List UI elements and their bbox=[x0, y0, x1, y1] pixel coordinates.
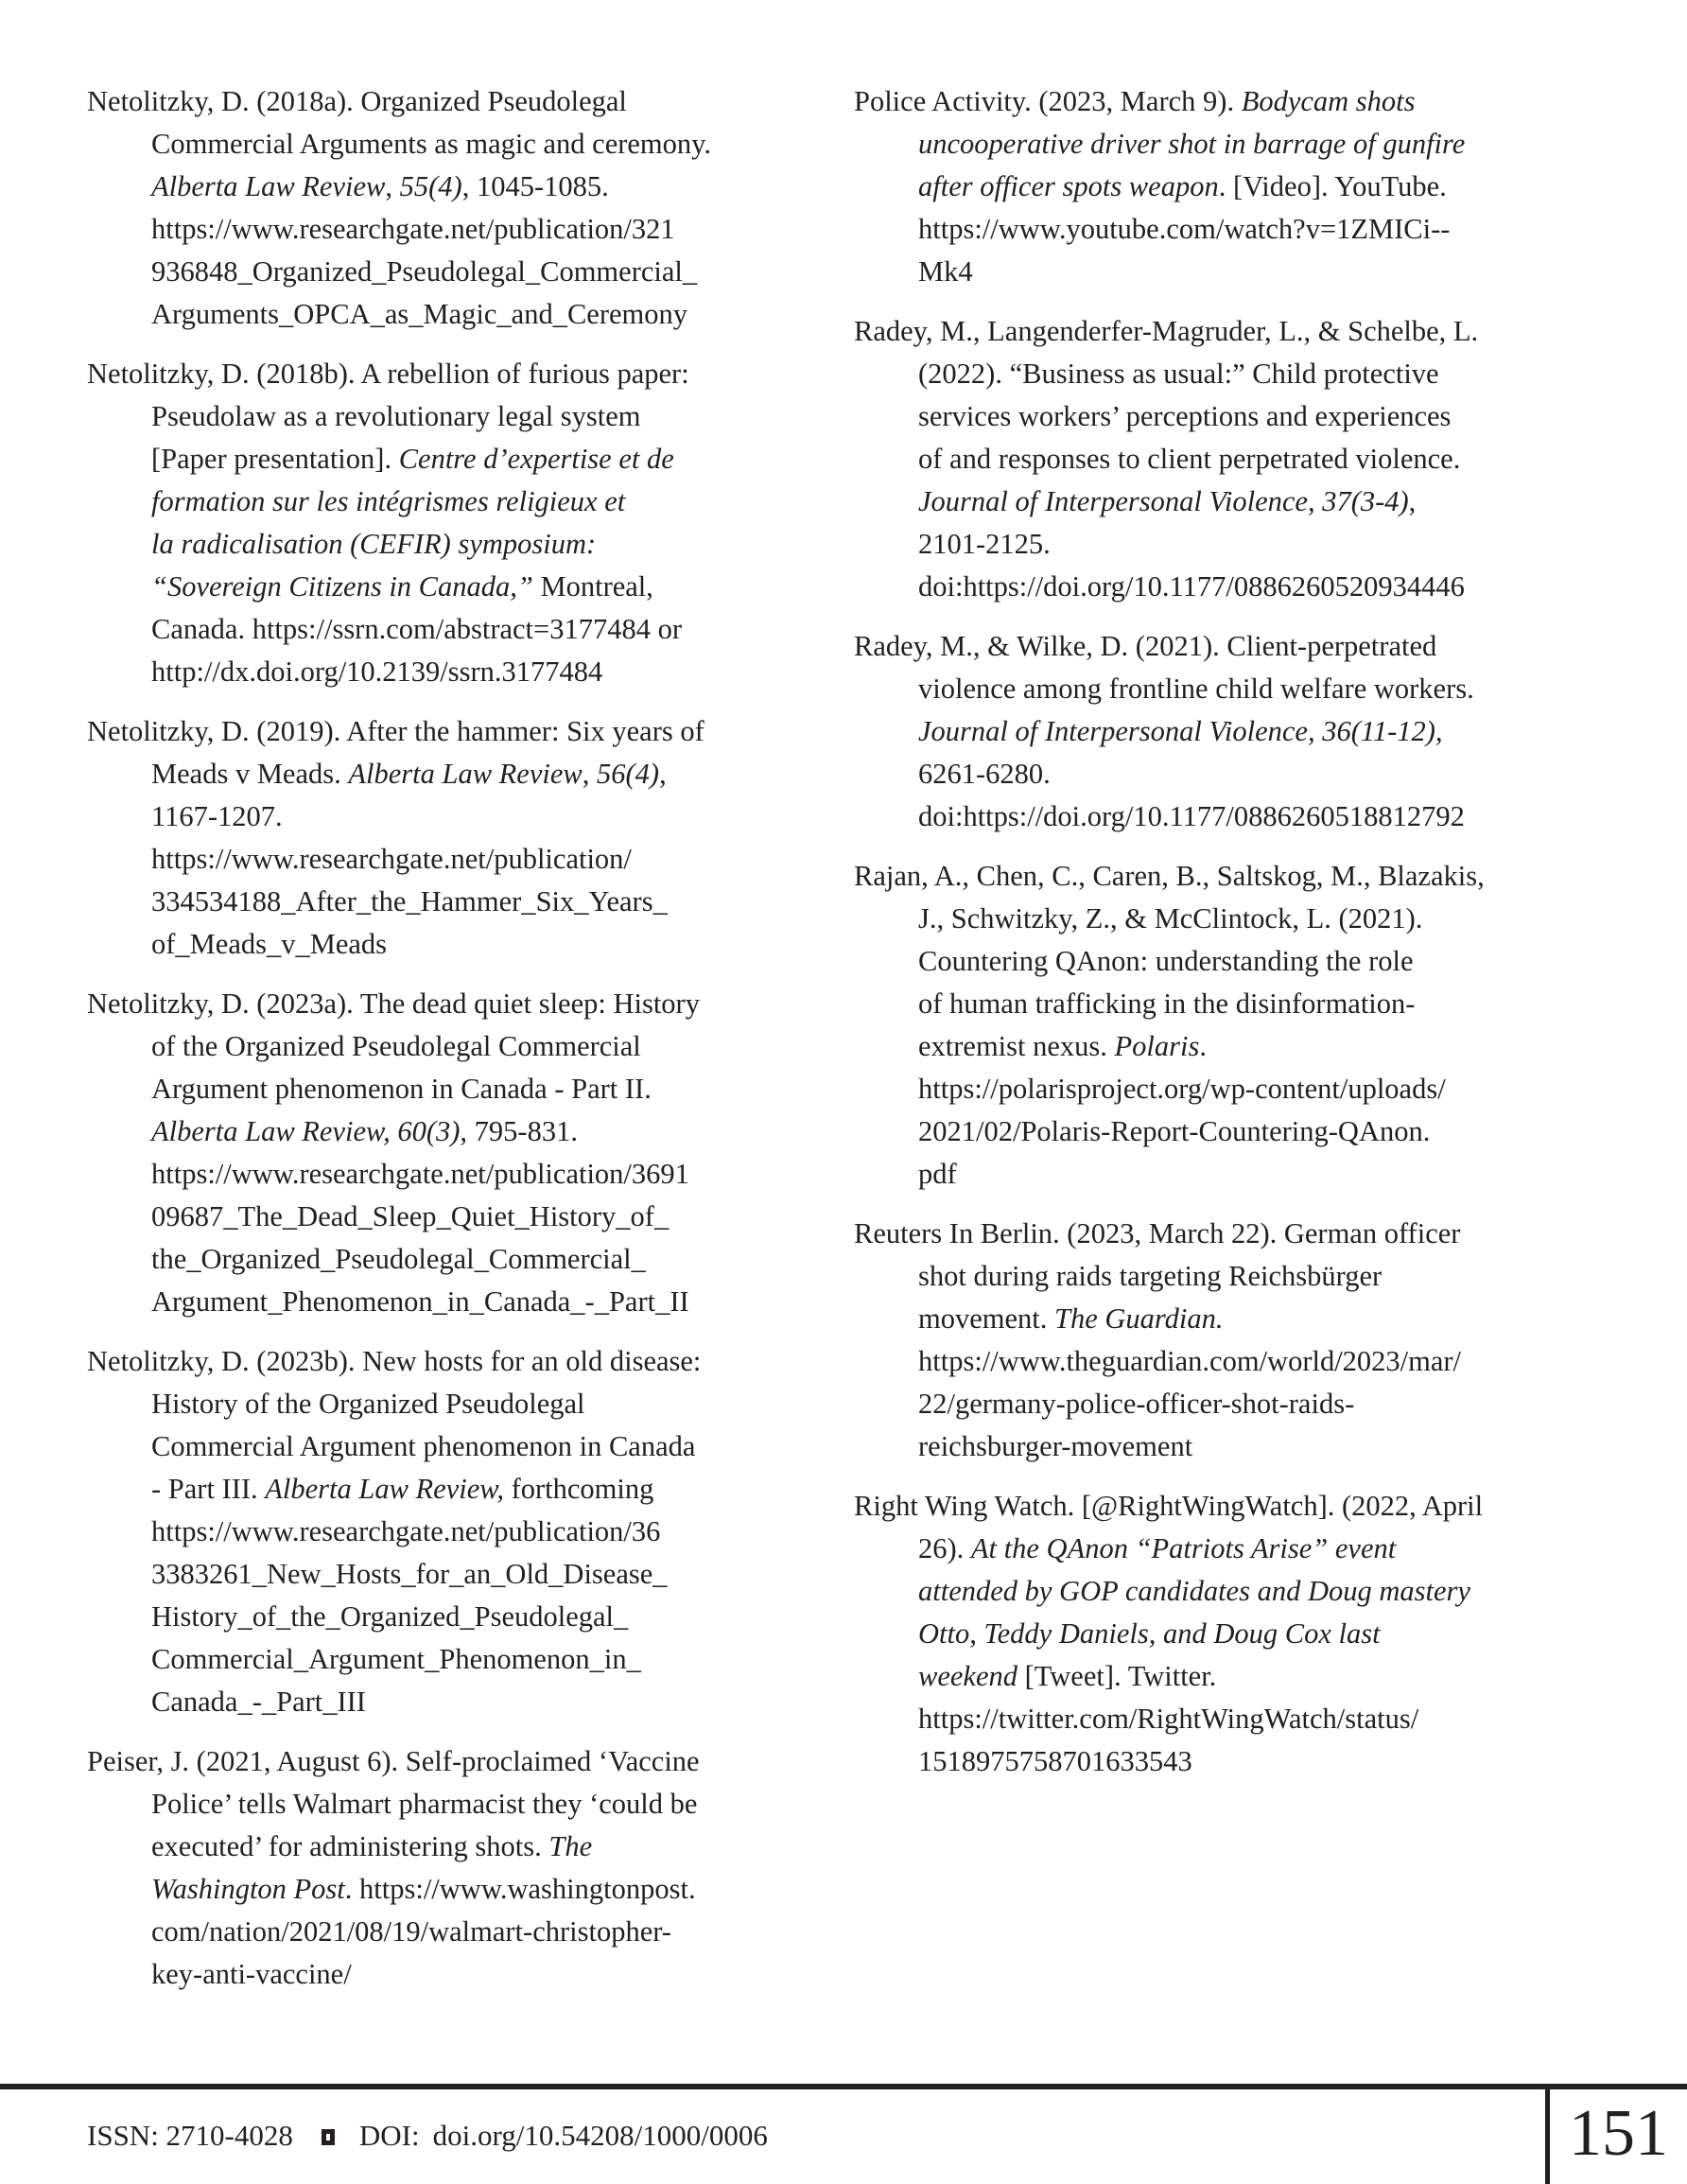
reference-line: movement. The Guardian. bbox=[918, 1302, 1224, 1335]
reference-line: of_Meads_v_Meads bbox=[151, 928, 388, 960]
reference-line: https://twitter.com/RightWingWatch/status/ bbox=[918, 1703, 1419, 1735]
reference-line: Peiser, J. (2021, August 6). Self-proclaimed ‘Vaccine bbox=[87, 1745, 700, 1777]
reference-line: executed’ for administering shots. The bbox=[151, 1830, 593, 1862]
reference-line: Reuters In Berlin. (2023, March 22). German officer bbox=[854, 1217, 1461, 1249]
reference-line: Countering QAnon: understanding the role bbox=[918, 945, 1414, 977]
reference-entry bbox=[87, 1340, 829, 1723]
reference-line: Radey, M., & Wilke, D. (2021). Client-perpetrated bbox=[854, 630, 1437, 662]
reference-line: the_Organized_Pseudolegal_Commercial_ bbox=[151, 1243, 646, 1275]
reference-entry bbox=[854, 80, 1610, 293]
page-number: 151 bbox=[1569, 2097, 1668, 2170]
square-bullet-icon bbox=[322, 2129, 335, 2145]
reference-entry bbox=[87, 1740, 829, 1996]
reference-line: violence among frontline child welfare workers. bbox=[918, 673, 1474, 705]
reference-line: 334534188_After_the_Hammer_Six_Years_ bbox=[151, 885, 668, 917]
reference-entry bbox=[87, 353, 829, 693]
reference-line: [Paper presentation]. Centre d’expertise et de bbox=[151, 443, 674, 475]
references-column-left bbox=[87, 80, 829, 2013]
reference-line: - Part III. Alberta Law Review, forthcoming bbox=[151, 1473, 654, 1505]
reference-line: doi:https://doi.org/10.1177/0886260518812792 bbox=[918, 800, 1465, 832]
reference-line: Washington Post. https://www.washingtonpost. bbox=[151, 1873, 696, 1905]
page-footer bbox=[87, 2117, 768, 2155]
reference-line: weekend [Tweet]. Twitter. bbox=[918, 1660, 1217, 1692]
reference-line: of human trafficking in the disinformation- bbox=[918, 987, 1416, 1020]
reference-entry bbox=[854, 1213, 1610, 1468]
doi-label: DOI: bbox=[358, 2119, 420, 2152]
reference-line: 09687_The_Dead_Sleep_Quiet_History_of_ bbox=[151, 1200, 670, 1232]
reference-line: Canada_-_Part_III bbox=[151, 1686, 366, 1718]
reference-line: key-anti-vaccine/ bbox=[151, 1958, 352, 1990]
reference-line: Argument phenomenon in Canada - Part II. bbox=[151, 1073, 652, 1105]
reference-line: doi:https://doi.org/10.1177/0886260520934446 bbox=[918, 570, 1465, 603]
reference-line: extremist nexus. Polaris. bbox=[918, 1030, 1207, 1062]
reference-line: Police’ tells Walmart pharmacist they ‘could be bbox=[151, 1788, 698, 1820]
reference-entry bbox=[87, 80, 829, 336]
reference-line: Netolitzky, D. (2018a). Organized Pseudolegal bbox=[87, 85, 627, 117]
issn-label: ISSN: 2710-4028 bbox=[87, 2119, 293, 2152]
reference-entry bbox=[854, 1485, 1610, 1783]
reference-line: Meads v Meads. Alberta Law Review, 56(4), bbox=[151, 758, 667, 790]
references-column-right bbox=[854, 80, 1610, 1800]
reference-line: Netolitzky, D. (2023b). New hosts for an old disease: bbox=[87, 1345, 702, 1377]
reference-line: 2021/02/Polaris-Report-Countering-QAnon. bbox=[918, 1115, 1431, 1147]
reference-line: Arguments_OPCA_as_Magic_and_Ceremony bbox=[151, 298, 688, 330]
reference-line: 26). At the QAnon “Patriots Arise” event bbox=[918, 1532, 1397, 1564]
reference-line: pdf bbox=[918, 1158, 957, 1190]
reference-entry bbox=[87, 983, 829, 1323]
reference-line: 22/germany-police-officer-shot-raids- bbox=[918, 1388, 1355, 1420]
reference-line: Canada. https://ssrn.com/abstract=3177484 or bbox=[151, 613, 683, 645]
reference-line: https://polarisproject.org/wp-content/uploads/ bbox=[918, 1073, 1446, 1105]
reference-line: Commercial Arguments as magic and ceremony. bbox=[151, 128, 712, 160]
reference-line: Netolitzky, D. (2019). After the hammer: Six years of bbox=[87, 715, 704, 747]
reference-line: uncooperative driver shot in barrage of gunfire bbox=[918, 128, 1466, 160]
reference-line: Alberta Law Review, 60(3), 795-831. bbox=[151, 1115, 578, 1147]
reference-line: 1167-1207. bbox=[151, 800, 283, 832]
reference-line: Otto, Teddy Daniels, and Doug Cox last bbox=[918, 1617, 1381, 1650]
reference-line: Argument_Phenomenon_in_Canada_-_Part_II bbox=[151, 1285, 689, 1318]
reference-line: Commercial Argument phenomenon in Canada bbox=[151, 1430, 696, 1462]
reference-line: J., Schwitzky, Z., & McClintock, L. (2021). bbox=[918, 902, 1423, 935]
reference-line: shot during raids targeting Reichsbürger bbox=[918, 1260, 1383, 1292]
reference-line: https://www.researchgate.net/publication/36 bbox=[151, 1515, 661, 1547]
reference-line: (2022). “Business as usual:” Child protective bbox=[918, 358, 1439, 390]
reference-line: http://dx.doi.org/10.2139/ssrn.3177484 bbox=[151, 655, 603, 688]
reference-line: 6261-6280. bbox=[918, 758, 1051, 790]
reference-line: of the Organized Pseudolegal Commercial bbox=[151, 1030, 641, 1062]
reference-line: Pseudolaw as a revolutionary legal system bbox=[151, 400, 641, 432]
reference-line: Police Activity. (2023, March 9). Bodycam shots bbox=[854, 85, 1416, 117]
reference-line: https://www.theguardian.com/world/2023/mar/ bbox=[918, 1345, 1462, 1377]
reference-line: “Sovereign Citizens in Canada,” Montreal, bbox=[151, 570, 653, 603]
reference-line: History_of_the_Organized_Pseudolegal_ bbox=[151, 1600, 629, 1633]
reference-line: https://www.youtube.com/watch?v=1ZMICi-- bbox=[918, 213, 1451, 245]
reference-line: services workers’ perceptions and experiences bbox=[918, 400, 1452, 432]
reference-line: formation sur les intégrismes religieux et bbox=[151, 485, 626, 517]
reference-line: Alberta Law Review, 55(4), 1045-1085. bbox=[151, 170, 609, 202]
reference-line: Radey, M., Langenderfer-Magruder, L., & Schelbe, L. bbox=[854, 315, 1479, 347]
reference-line: 1518975758701633543 bbox=[918, 1745, 1192, 1777]
reference-line: Right Wing Watch. [@RightWingWatch]. (2022, April bbox=[854, 1490, 1484, 1522]
reference-line: com/nation/2021/08/19/walmart-christopher- bbox=[151, 1915, 671, 1948]
reference-line: 3383261_New_Hosts_for_an_Old_Disease_ bbox=[151, 1558, 668, 1590]
reference-line: after officer spots weapon. [Video]. YouTube. bbox=[918, 170, 1447, 202]
reference-line: Mk4 bbox=[918, 255, 973, 288]
reference-line: History of the Organized Pseudolegal bbox=[151, 1388, 585, 1420]
reference-entry bbox=[854, 310, 1610, 608]
reference-line: reichsburger-movement bbox=[918, 1430, 1193, 1462]
reference-line: 936848_Organized_Pseudolegal_Commercial_ bbox=[151, 255, 698, 288]
reference-line: https://www.researchgate.net/publication/321 bbox=[151, 213, 675, 245]
reference-entry bbox=[87, 710, 829, 966]
reference-line: Journal of Interpersonal Violence, 37(3-4), bbox=[918, 485, 1417, 517]
reference-line: Commercial_Argument_Phenomenon_in_ bbox=[151, 1643, 641, 1675]
reference-line: of and responses to client perpetrated violence. bbox=[918, 443, 1461, 475]
footer-divider-line bbox=[0, 2084, 1687, 2089]
reference-line: la radicalisation (CEFIR) symposium: bbox=[151, 528, 597, 560]
reference-line: Journal of Interpersonal Violence, 36(11-12), bbox=[918, 715, 1443, 747]
doi-value: doi.org/10.54208/1000/0006 bbox=[432, 2119, 768, 2152]
reference-line: Netolitzky, D. (2018b). A rebellion of furious paper: bbox=[87, 358, 689, 390]
reference-entry bbox=[854, 855, 1610, 1196]
reference-line: Rajan, A., Chen, C., Caren, B., Saltskog, M., Blazakis, bbox=[854, 860, 1485, 892]
reference-line: attended by GOP candidates and Doug mastery bbox=[918, 1575, 1470, 1607]
reference-line: 2101-2125. bbox=[918, 528, 1051, 560]
reference-line: https://www.researchgate.net/publication/3691 bbox=[151, 1158, 689, 1190]
reference-line: Netolitzky, D. (2023a). The dead quiet sleep: History bbox=[87, 987, 700, 1020]
reference-entry bbox=[854, 625, 1610, 838]
reference-line: https://www.researchgate.net/publication/ bbox=[151, 843, 632, 875]
